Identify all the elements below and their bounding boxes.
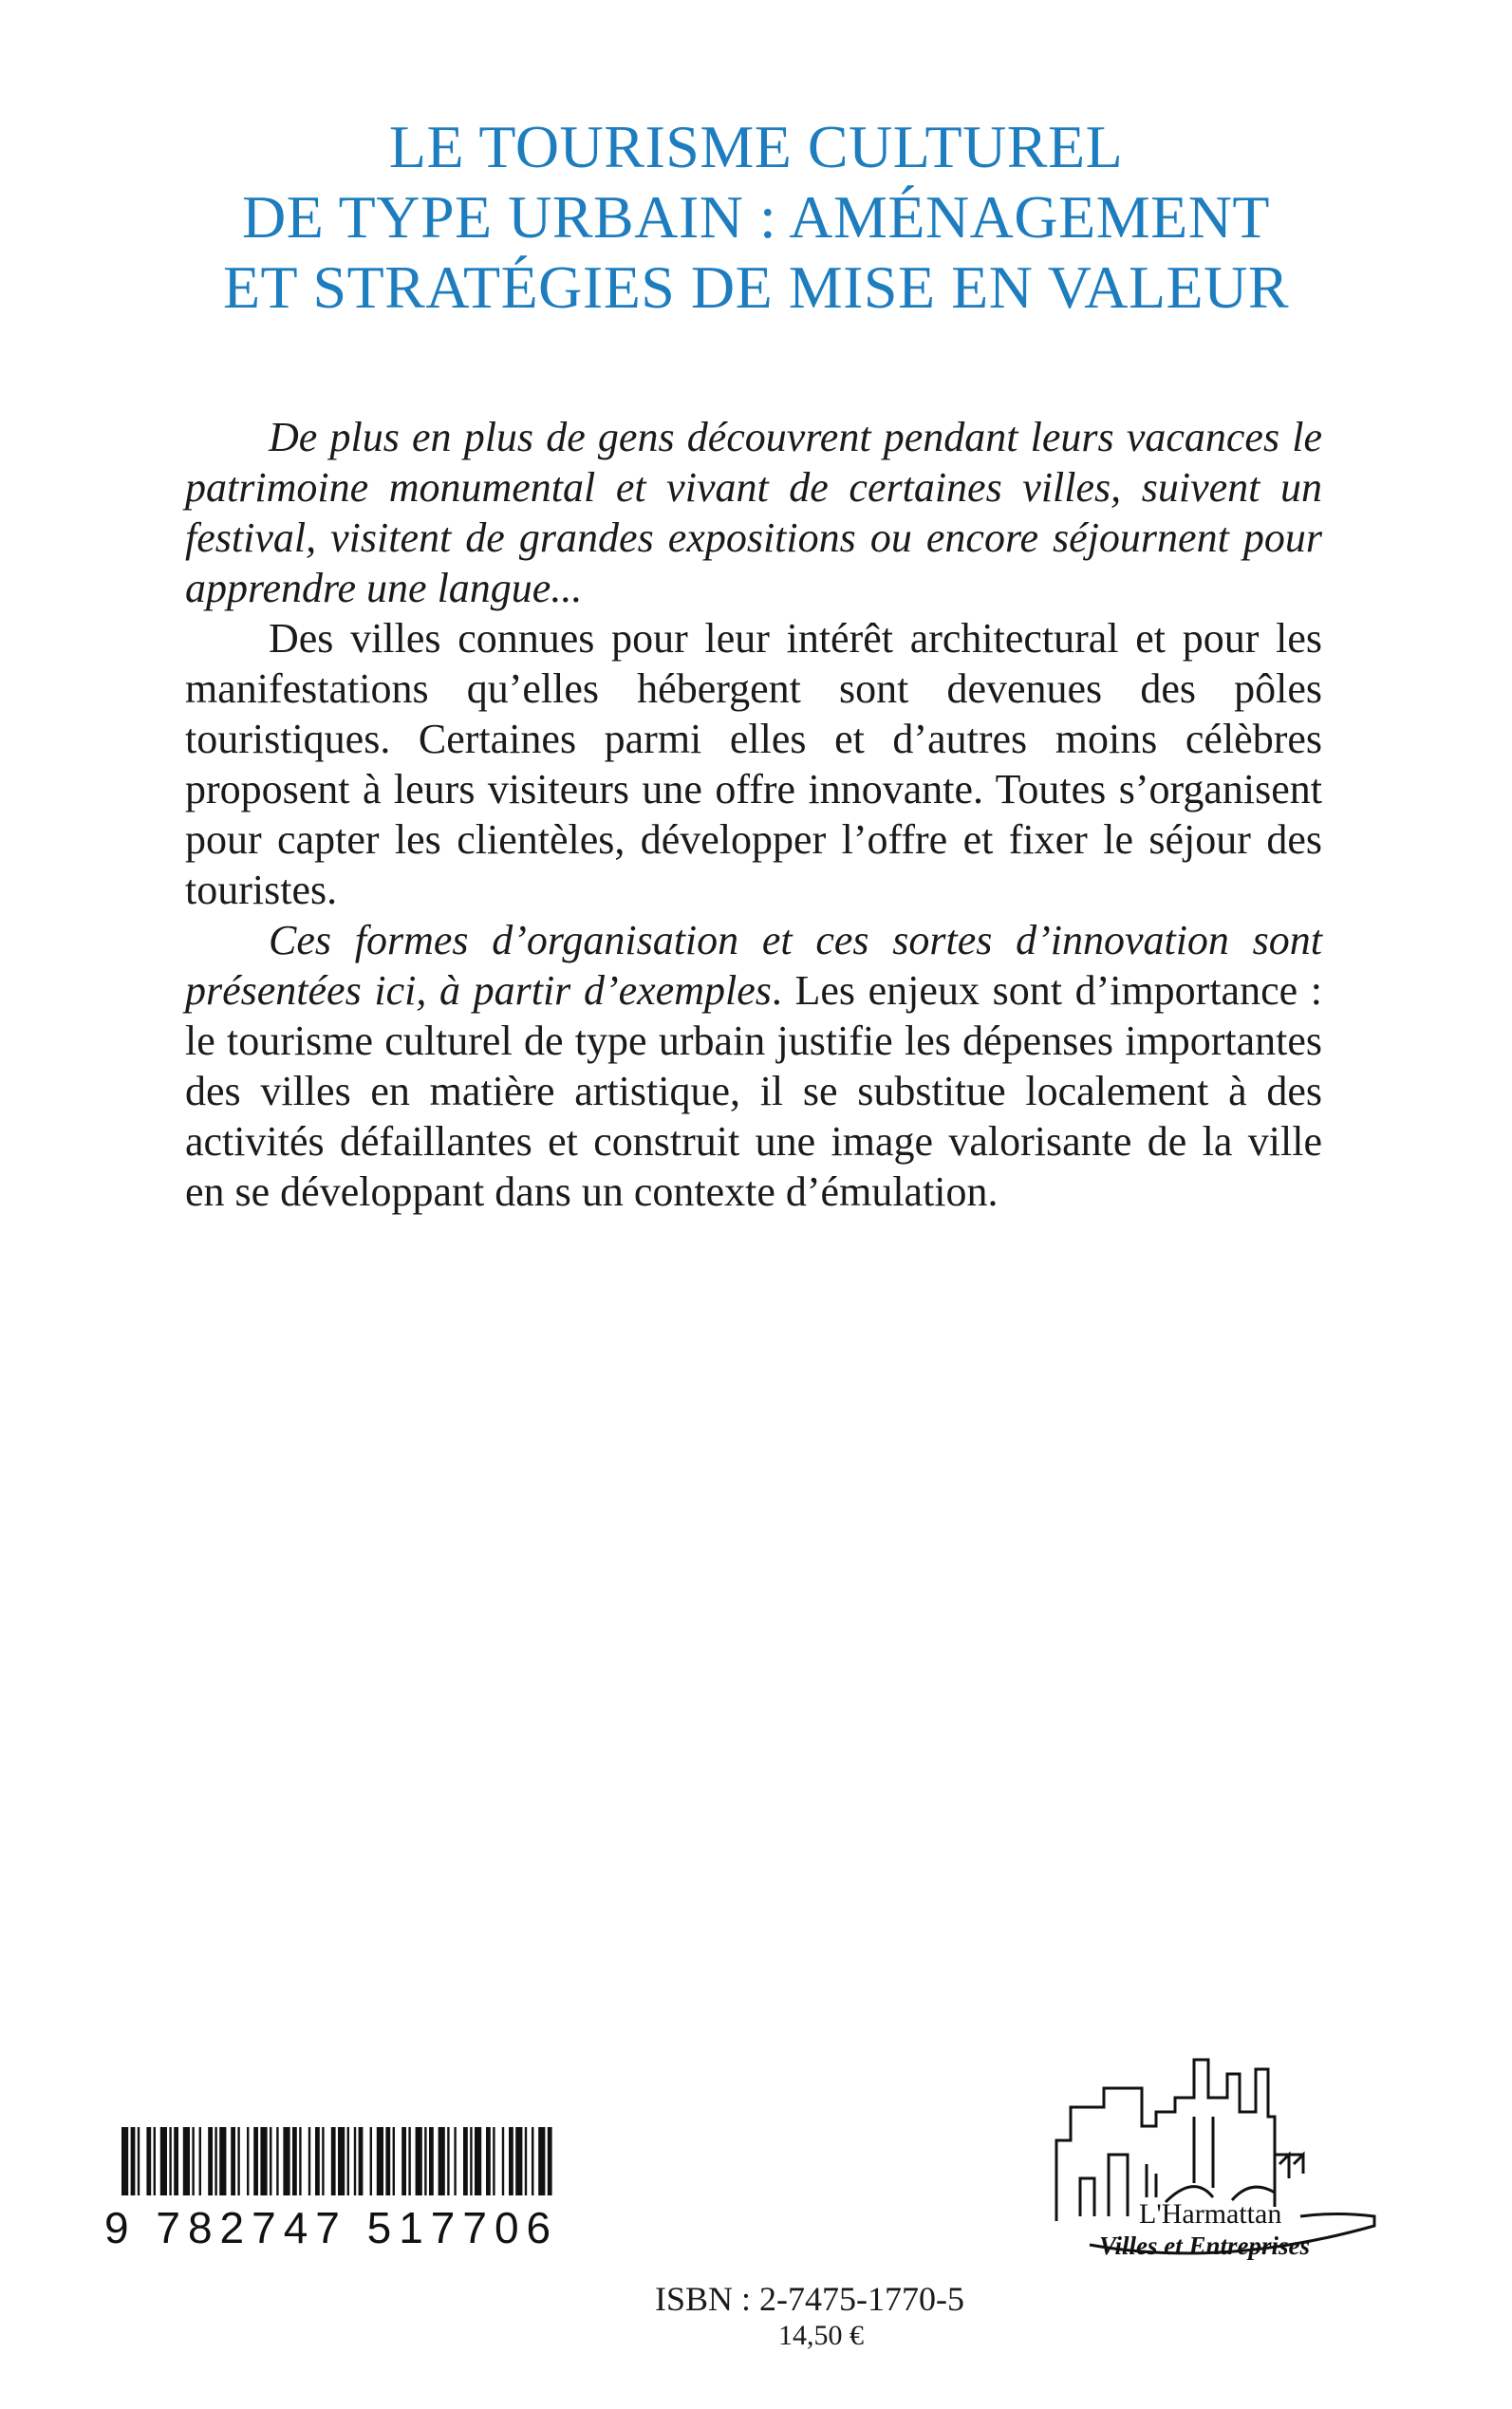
barcode-bar <box>393 2127 395 2195</box>
barcode-bar <box>331 2127 336 2195</box>
barcode-bar <box>439 2127 445 2195</box>
barcode-bar <box>231 2127 235 2195</box>
publisher-name: L'Harmattan <box>1139 2198 1282 2230</box>
barcode-bar <box>454 2127 456 2195</box>
blurb-paragraph-3-rest: . Les enjeux sont d’importance : le tourisme culturel de type urbain justifie les dépenses importantes des villes en matière artistique, il se substitue localement à des activités défaillantes et construit une image valorisante de la ville en se développant dans un contexte d’émulation. <box>185 967 1322 1215</box>
barcode-bar <box>515 2127 522 2195</box>
barcode-bar <box>429 2127 434 2195</box>
barcode-bar <box>183 2127 190 2195</box>
barcode-bar <box>138 2127 140 2195</box>
publisher-logo <box>1052 2022 1393 2306</box>
barcode-bar <box>525 2127 527 2195</box>
barcode-bar <box>416 2127 422 2195</box>
barcode-bar <box>299 2127 301 2195</box>
barcode-bar <box>260 2127 267 2195</box>
barcode-bar <box>509 2127 513 2195</box>
barcode-bar <box>169 2127 171 2195</box>
barcode-bar <box>463 2127 468 2195</box>
barcode-bar <box>247 2127 249 2195</box>
blurb-paragraph-3-italic: Ces formes d’organisation et ces sortes d’innovation sont présentées ici, à partir d’exemples <box>185 917 1322 1014</box>
barcode-bar <box>338 2127 345 2195</box>
barcode-bar <box>208 2127 213 2195</box>
barcode-bar <box>486 2127 491 2195</box>
barcode-bar <box>146 2127 151 2195</box>
barcode-bars <box>103 2127 558 2195</box>
barcode-bar <box>219 2127 226 2195</box>
barcode-bar <box>160 2127 167 2195</box>
title-line-1: LE TOURISME CULTUREL <box>388 113 1124 180</box>
barcode-bar <box>408 2127 410 2195</box>
price: 14,50 € <box>778 2320 864 2351</box>
barcode-bar <box>538 2127 545 2195</box>
barcode-bar <box>470 2127 472 2195</box>
barcode-bar <box>154 2127 156 2195</box>
barcode-bar <box>401 2127 406 2195</box>
back-cover-blurb <box>185 412 1322 1217</box>
barcode-bar <box>493 2127 495 2195</box>
barcode-bar <box>308 2127 310 2195</box>
barcode-bar <box>253 2127 258 2195</box>
barcode-bar <box>270 2127 271 2195</box>
barcode-bar <box>192 2127 194 2195</box>
barcode-bar <box>199 2127 201 2195</box>
barcode-bar <box>131 2127 136 2195</box>
barcode-bar <box>502 2127 504 2195</box>
publisher-collection: Villes et Entreprises <box>1099 2232 1311 2260</box>
barcode-bar <box>276 2127 278 2195</box>
blurb-paragraph-3 <box>185 915 1322 1217</box>
barcode-bar <box>377 2127 383 2195</box>
blurb-paragraph-2: Des villes connues pour leur intérêt architectural et pour les manifestations qu’elles hébergent sont devenues des pôles touristiques. Certaines parmi elles et d’autres moins célèbres proposent à leurs visiteurs une offre innovante. Toutes s’organisent pour capter les clientèles, développer l’offre et fixer le séjour des touristes. <box>185 615 1322 913</box>
barcode-bar <box>315 2127 320 2195</box>
city-skyline-icon <box>1052 2022 1393 2306</box>
book-title <box>0 112 1512 323</box>
barcode-bar <box>359 2127 364 2195</box>
barcode-bar <box>237 2127 239 2195</box>
barcode-bar <box>215 2127 216 2195</box>
barcode-bar <box>385 2127 390 2195</box>
barcode-bar <box>475 2127 481 2195</box>
barcode-digits: 9 782747 517706 <box>104 2203 559 2252</box>
barcode-bar <box>347 2127 349 2195</box>
blurb-paragraph-1: De plus en plus de gens découvrent pendant leurs vacances le patrimoine monumental et vivant de certaines villes, suivent un festival, visitent de grandes expositions ou encore séjournent pour apprendre une langue... <box>185 414 1322 611</box>
barcode-bar <box>322 2127 324 2195</box>
barcode-bar <box>548 2127 552 2195</box>
barcode-bar <box>424 2127 426 2195</box>
barcode-bar <box>447 2127 449 2195</box>
barcode-bar <box>292 2127 297 2195</box>
isbn: ISBN : 2-7475-1770-5 <box>655 2280 964 2318</box>
barcode-bar <box>283 2127 289 2195</box>
barcode-bar <box>370 2127 372 2195</box>
barcode-bar <box>532 2127 533 2195</box>
barcode-bar <box>174 2127 178 2195</box>
barcode-bar <box>121 2127 128 2195</box>
title-line-2: DE TYPE URBAIN : AMÉNAGEMENT <box>241 183 1271 251</box>
barcode-bar <box>354 2127 356 2195</box>
title-line-3: ET STRATÉGIES DE MISE EN VALEUR <box>222 253 1290 321</box>
